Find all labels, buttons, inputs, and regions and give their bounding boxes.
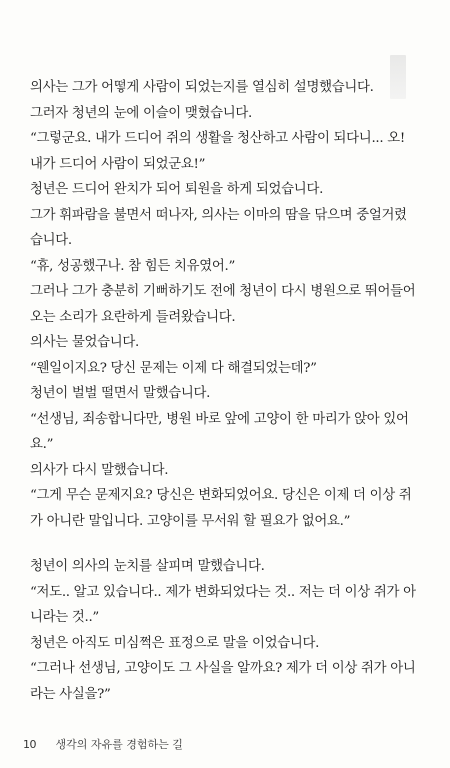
text-line: 의사는 물었습니다.	[30, 335, 139, 350]
page-number: 10	[23, 738, 36, 751]
text-line: 의사는 그가 어떻게 사람이 되었는지를 열심히 설명했습니다.	[30, 80, 374, 95]
text-line: 청년은 아직도 미심쩍은 표정으로 말을 이었습니다.	[30, 635, 320, 651]
paragraph-group-1	[30, 78, 430, 531]
text-line: 그러자 청년의 눈에 이슬이 맺혔습니다.	[30, 105, 252, 121]
text-line: 오는 소리가 요란하게 들려왔습니다.	[30, 309, 236, 325]
text-line: “그게 무슨 문제지요? 당신은 변화되었어요. 당신은 이제 더 이상 쥐	[30, 488, 412, 503]
body-text	[30, 78, 430, 710]
text-line: 내가 드디어 사람이 되었군요!”	[30, 156, 206, 172]
text-line: “저도.. 알고 있습니다.. 제가 변화되었다는 것.. 저는 더 이상 쥐가 아	[30, 584, 416, 600]
text-line: 라는 사실을?”	[30, 686, 111, 702]
page-footer	[23, 736, 183, 752]
text-line: 청년이 의사의 눈치를 살피며 말했습니다.	[30, 559, 265, 574]
text-line: “웬일이지요? 당신 문제는 이제 다 해결되었는데?”	[30, 360, 317, 376]
paragraph-group-2	[30, 557, 430, 704]
text-line: 그가 휘파람을 불면서 떠나자, 의사는 이마의 땀을 닦으며 중얼거렸	[30, 207, 407, 223]
text-line: “휴, 성공했구나. 참 힘든 치유였어.”	[30, 258, 236, 274]
text-line: “그렇군요. 내가 드디어 쥐의 생활을 청산하고 사람이 되다니... 오!	[30, 131, 405, 146]
text-line: 의사가 다시 말했습니다.	[30, 462, 169, 478]
text-line: 가 아니란 말입니다. 고양이를 무서워 할 필요가 없어요.”	[30, 513, 351, 529]
text-line: 청년은 드디어 완치가 되어 퇴원을 하게 되었습니다.	[30, 182, 324, 197]
text-line: 습니다.	[30, 233, 72, 248]
text-line: 청년이 벌벌 떨면서 말했습니다.	[30, 386, 211, 401]
running-title: 생각의 자유를 경험하는 길	[55, 738, 183, 751]
text-line: “그러나 선생님, 고양이도 그 사실을 알까요? 제가 더 이상 쥐가 아니	[30, 661, 416, 676]
section-gap	[30, 537, 430, 557]
text-line: 요.”	[30, 437, 54, 452]
text-line: “선생님, 죄송합니다만, 병원 바로 앞에 고양이 한 마리가 앉아 있어	[30, 411, 409, 427]
text-line: 그러나 그가 충분히 기뻐하기도 전에 청년이 다시 병원으로 뛰어들어	[30, 284, 416, 299]
text-line: 니라는 것..”	[30, 610, 99, 625]
